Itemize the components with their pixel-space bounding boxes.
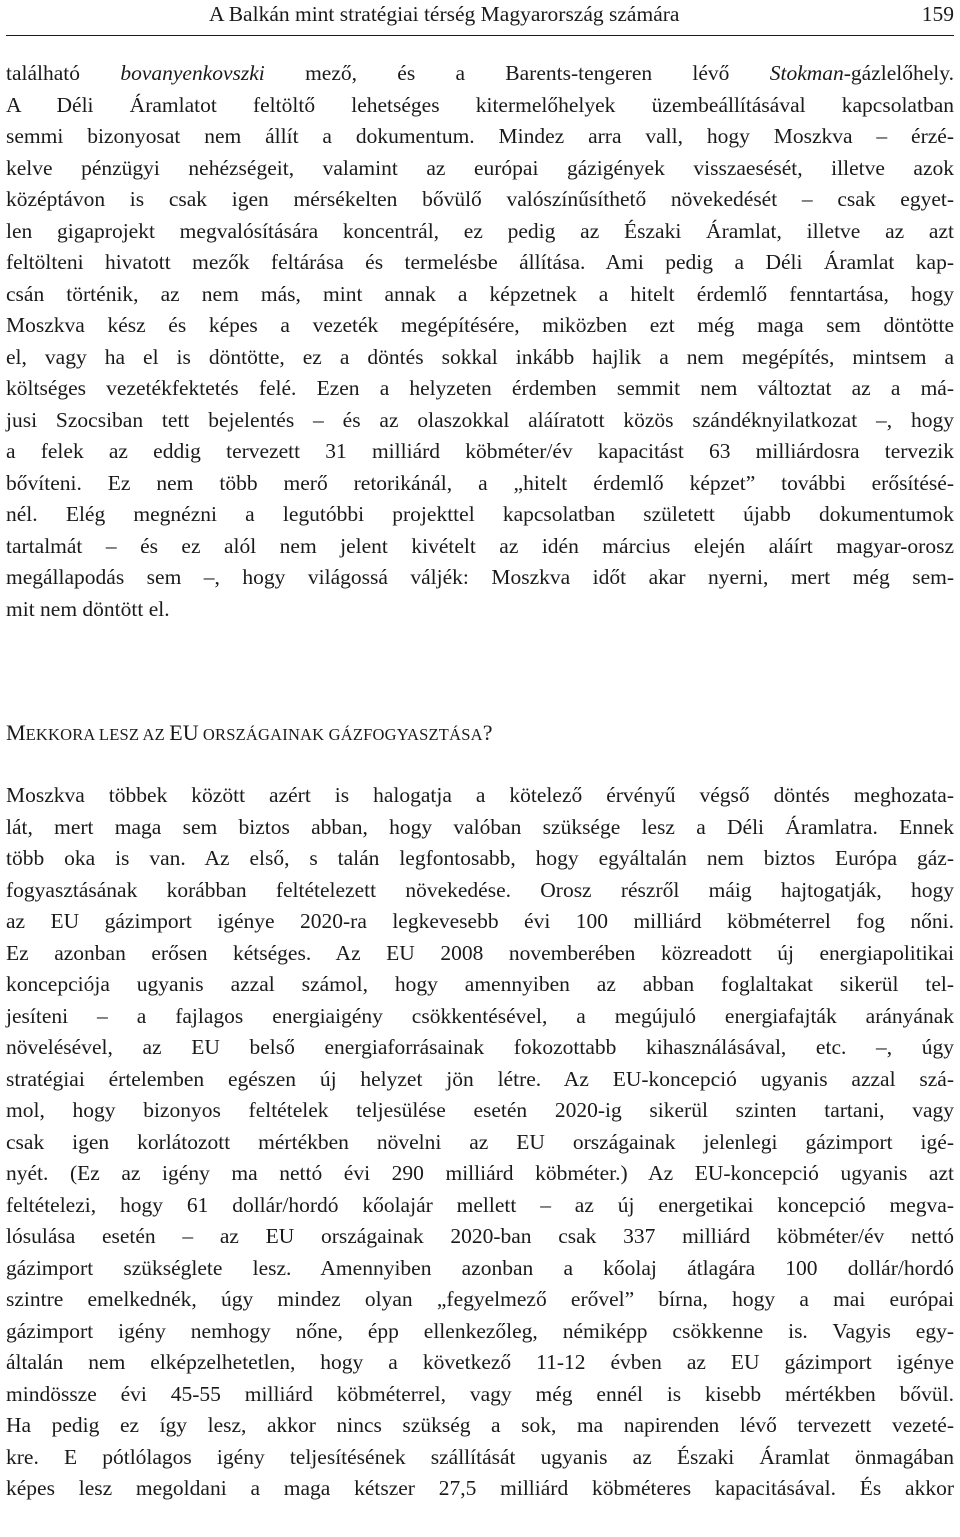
text-line: gázimport igény nemhogy nőne, épp ellenkezőleg, némiképp csökkenne is. Vagyis egy-	[6, 1318, 954, 1343]
text-line: mindössze évi 45-55 milliárd köbméterrel, vagy még ennél is kisebb mértékben bővül.	[6, 1381, 954, 1406]
text-line: képes lesz megoldani a maga kétszer 27,5 milliárd köbméteres kapacitásával. És akkor	[6, 1476, 954, 1500]
text-line: kelve pénzügyi nehézségeit, valamint az európai gázigények visszaesését, illetve azok	[6, 155, 954, 180]
text-line: feltölteni hivatott mezők feltárása és termelésbe állítása. Ami pedig a Déli Áramlat kap-	[6, 250, 954, 274]
text-line: mit nem döntött el.	[6, 596, 170, 621]
text-line: Ez azonban erősen kétséges. Az EU 2008 novemberében közreadott új energiapolitikai	[6, 940, 954, 965]
text-line: stratégiai értelemben egészen új helyzet jön létre. Az EU-koncepció ugyanis azzal szá-	[6, 1066, 954, 1091]
paragraph-1	[6, 58, 954, 625]
running-head	[6, 0, 954, 30]
text-line: az EU gázimport igénye 2020-ra legkevesebb évi 100 milliárd köbméterrel fog nőni.	[6, 909, 954, 933]
text-line: található bovanyenkovszki mező, és a Barents-tengeren lévő Stokman-gázlelőhely.	[6, 61, 954, 85]
text-line: mol, hogy bizonyos feltételek teljesülése esetén 2020-ig sikerül szinten tartani, vagy	[6, 1098, 954, 1122]
text-line: kre. E pótlólagos igény teljesítésének szállítását ugyanis az Északi Áramlat önmagában	[6, 1444, 954, 1469]
text-line: len gigaprojekt megvalósítására koncentrál, ez pedig az Északi Áramlat, illetve az azt	[6, 218, 954, 243]
text-line: semmi bizonyosat nem állít a dokumentum. Mindez arra vall, hogy Moszkva – érzé-	[6, 124, 954, 148]
text-line: nyét. (Ez az igény ma nettó évi 290 milliárd köbméter.) Az EU-koncepció ugyanis azt	[6, 1161, 954, 1185]
text-line: Moszkva többek között azért is halogatja a kötelező érvényű végső döntés meghozata-	[6, 783, 954, 807]
text-line: a felek az eddig tervezett 31 milliárd köbméter/év kapacitást 63 milliárdosra tervezik	[6, 439, 954, 463]
text-line: költséges vezetékfektetés felé. Ezen a helyzeten érdemben semmit nem változtat az a má-	[6, 376, 954, 400]
header-rule	[6, 35, 954, 36]
text-line: Moszkva kész és képes a vezeték megépítésére, miközben ezt még maga sem döntötte	[6, 313, 954, 337]
text-line: fogyasztásának korábban feltételezett növekedése. Orosz részről máig hajtogatják, hogy	[6, 877, 954, 902]
text-line: el, vagy ha el is döntötte, ez a döntés sokkal inkább hajlik a nem megépítés, mintsem a	[6, 344, 954, 369]
text-line: megállapodás sem –, hogy világossá váljék: Moszkva időt akar nyerni, mert még sem-	[6, 565, 954, 589]
text-line: nél. Elég megnézni a legutóbbi projekttel kapcsolatban született újabb dokumentumok	[6, 502, 954, 526]
text-line: A Déli Áramlatot feltöltő lehetséges kitermelőhelyek üzembeállításával kapcsolatban	[6, 92, 954, 117]
text-line: bővíteni. Ez nem több merő retorikánál, a „hitelt érdemlő képzet” további erősítésé-	[6, 470, 954, 495]
text-line: tartalmát – és ez alól nem jelent kivételt az idén március elején aláírt magyar-orosz	[6, 533, 954, 558]
page-number: 159	[921, 2, 954, 26]
text-line: növelésével, az EU belső energiaforrásainak fokozottabb kihasználásával, etc. –, úgy	[6, 1035, 954, 1059]
text-line: jesíteni – a fajlagos energiaigény csökkentésével, a megújuló energiafajták arányának	[6, 1003, 954, 1028]
text-line: jusi Szocsiban tett bejelentés – és az olaszokkal aláíratott közös szándéknyilatkozat –, hogy	[6, 407, 954, 432]
section-heading: MEKKORA LESZ AZ EU ORSZÁGAINAK GÁZFOGYASZTÁSA?	[6, 720, 493, 745]
text-line: középtávon is csak igen mérsékelten bővülő valószínűsíthető növekedését – csak egyet-	[6, 187, 954, 211]
text-line: csak igen korlátozott mértékben növelni az EU országainak jelenlegi gázimport igé-	[6, 1129, 954, 1154]
text-line: koncepciója ugyanis azzal számol, hogy amennyiben az abban foglaltakat sikerül tel-	[6, 972, 954, 996]
paragraph-2	[6, 780, 954, 1505]
text-line: általán nem elképzelhetetlen, hogy a következő 11-12 évben az EU gázimport igénye	[6, 1350, 954, 1374]
text-line: feltételezi, hogy 61 dollár/hordó kőolajár mellett – az új energetikai koncepció megva-	[6, 1192, 954, 1217]
text-line: Ha pedig ez így lesz, akkor nincs szükség a sok, ma napirenden lévő tervezett vezeté-	[6, 1413, 954, 1437]
text-line: szintre emelkednék, úgy mindez olyan „fegyelmező erővel” bírna, hogy a mai európai	[6, 1287, 954, 1311]
text-line: több oka is van. Az első, s talán legfontosabb, hogy egyáltalán nem biztos Európa gáz-	[6, 846, 954, 870]
text-line: lósulása esetén – az EU országainak 2020-ban csak 337 milliárd köbméter/év nettó	[6, 1224, 954, 1248]
text-line: gázimport szükséglete lesz. Amennyiben azonban a kőolaj átlagára 100 dollár/hordó	[6, 1255, 954, 1280]
text-line: lát, mert maga sem biztos abban, hogy valóban szüksége lesz a Déli Áramlatra. Ennek	[6, 814, 954, 839]
text-line: csán történik, az nem más, mint annak a képzetnek a hitelt érdemlő fenntartása, hogy	[6, 281, 954, 306]
running-head-title: A Balkán mint stratégiai térség Magyarország számára	[209, 2, 680, 26]
